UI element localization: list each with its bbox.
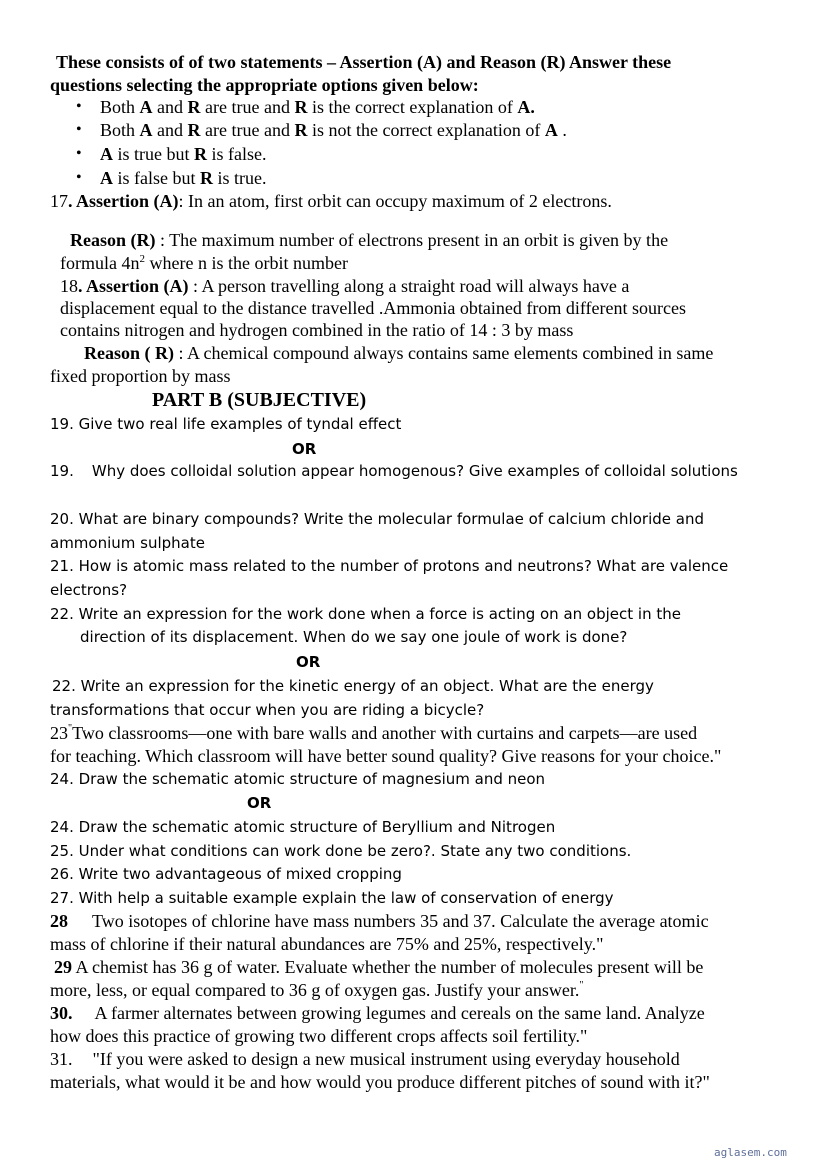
option-2: Both A and R are true and R is not the correct explanation of A .: [100, 120, 567, 140]
option-4: A is false but R is true.: [100, 168, 267, 188]
question-18: 18. Assertion (A) : A person travelling along a straight road will always have a: [60, 276, 630, 296]
bullet-icon: •: [76, 98, 82, 115]
option-3: A is true but R is false.: [100, 144, 267, 164]
question-22-line-2: direction of its displacement. When do we say one joule of work is done?: [80, 628, 628, 646]
question-31-line-2: materials, what would it be and how would you produce different pitches of sound with it?": [50, 1072, 710, 1092]
question-22: 22. Write an expression for the work done when a force is acting on an object in the: [50, 605, 681, 623]
question-30-line-2: how does this practice of growing two different crops affects soil fertility.": [50, 1026, 588, 1046]
question-18-line-3: contains nitrogen and hydrogen combined in the ratio of 14 : 3 by mass: [60, 320, 574, 340]
question-31: 31. "If you were asked to design a new musical instrument using everyday household: [50, 1049, 680, 1069]
question-21: 21. How is atomic mass related to the number of protons and neutrons? What are valence: [50, 557, 729, 575]
question-17-reason: Reason (R) : The maximum number of electrons present in an orbit is given by the: [70, 230, 669, 250]
question-19: 19. Give two real life examples of tyndal effect: [50, 415, 402, 433]
question-17: 17. Assertion (A): In an atom, first orbit can occupy maximum of 2 electrons.: [50, 191, 612, 211]
bullet-icon: •: [76, 145, 82, 162]
question-20-line-2: ammonium sulphate: [50, 534, 205, 552]
question-18-reason: Reason ( R) : A chemical compound always contains same elements combined in same: [84, 343, 714, 363]
or-divider: OR: [247, 794, 272, 812]
question-26: 26. Write two advantageous of mixed cropping: [50, 865, 402, 883]
question-20: 20. What are binary compounds? Write the molecular formulae of calcium chloride and: [50, 510, 704, 528]
bullet-icon: •: [76, 121, 82, 138]
question-18-reason-line-2: fixed proportion by mass: [50, 366, 231, 386]
question-22-alt: 22. Write an expression for the kinetic energy of an object. What are the energy: [52, 677, 654, 695]
option-1: Both A and R are true and R is the correct explanation of A.: [100, 97, 535, 117]
question-28: 28 Two isotopes of chlorine have mass numbers 35 and 37. Calculate the average atomic: [50, 911, 709, 931]
instructions-line-1: These consists of of two statements – Assertion (A) and Reason (R) Answer these: [56, 52, 672, 72]
question-27: 27. With help a suitable example explain the law of conservation of energy: [50, 889, 614, 907]
question-25: 25. Under what conditions can work done be zero?. State any two conditions.: [50, 842, 632, 860]
question-29: 29 A chemist has 36 g of water. Evaluate whether the number of molecules present will be: [54, 957, 704, 977]
question-18-line-2: displacement equal to the distance travelled .Ammonia obtained from different sources: [60, 298, 686, 318]
footer-watermark: aglasem.com: [714, 1146, 787, 1159]
bullet-icon: •: [76, 169, 82, 186]
question-24-alt: 24. Draw the schematic atomic structure of Beryllium and Nitrogen: [50, 818, 556, 836]
question-21-line-2: electrons?: [50, 581, 128, 599]
question-23: 23"Two classrooms—one with bare walls and another with curtains and carpets—are used: [50, 723, 698, 743]
question-23-line-2: for teaching. Which classroom will have better sound quality? Give reasons for your choice.": [50, 746, 722, 766]
or-divider: OR: [296, 653, 321, 671]
instructions-line-2: questions selecting the appropriate options given below:: [50, 75, 479, 95]
or-divider: OR: [292, 440, 317, 458]
question-28-line-2: mass of chlorine if their natural abundances are 75% and 25%, respectively.": [50, 934, 604, 954]
part-b-heading: PART B (SUBJECTIVE): [152, 389, 367, 411]
question-17-reason-line-2: formula $4n^2$ where n is the orbit number: [60, 253, 348, 273]
question-24: 24. Draw the schematic atomic structure of magnesium and neon: [50, 770, 546, 788]
question-30: 30. A farmer alternates between growing legumes and cereals on the same land. Analyze: [50, 1003, 705, 1023]
question-22-alt-line-2: transformations that occur when you are riding a bicycle?: [50, 701, 485, 719]
question-29-line-2: more, less, or equal compared to 36 g of oxygen gas. Justify your answer.": [50, 980, 584, 1000]
question-19-alt: 19. Why does colloidal solution appear homogenous? Give examples of colloidal solutions: [50, 462, 738, 480]
